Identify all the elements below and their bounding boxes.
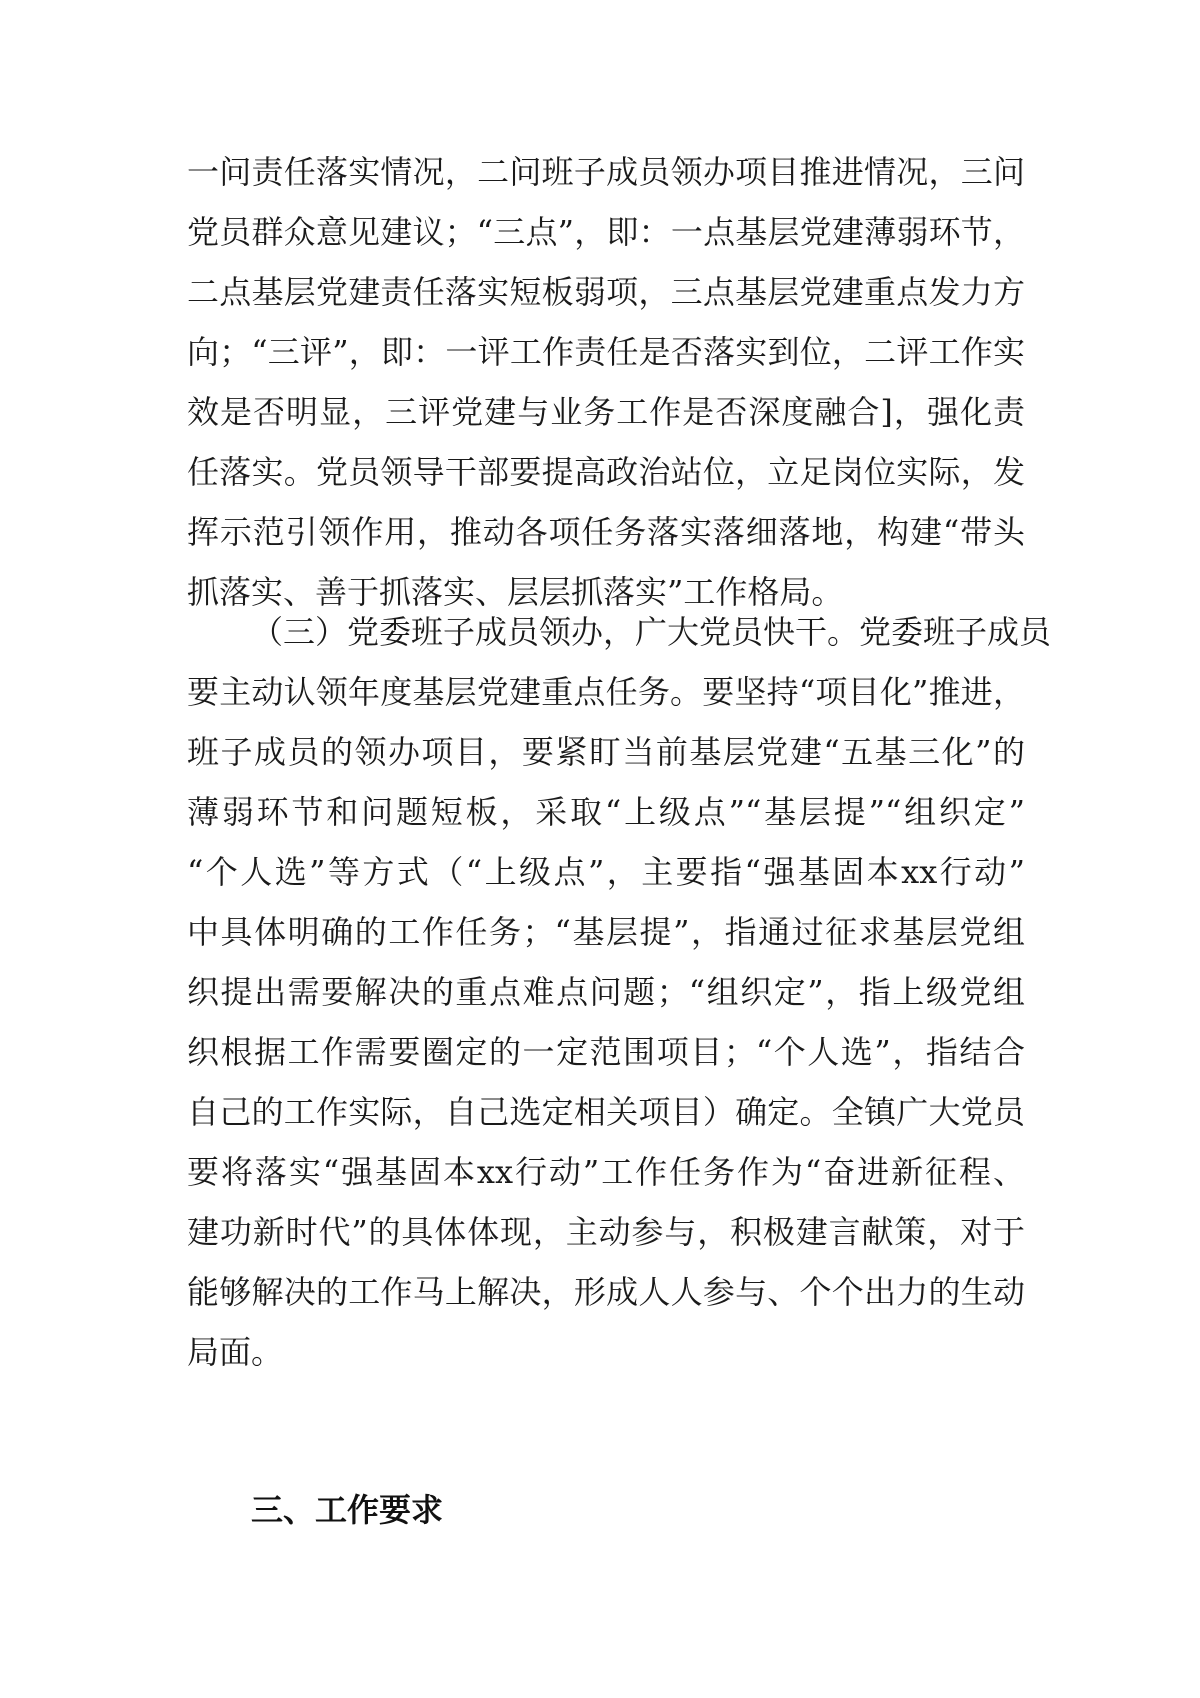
text-line: 要主动认领年度基层党建重点任务。要坚持“项目化”推进， <box>187 673 1025 711</box>
paragraph-section-three <box>187 602 1052 1382</box>
text-line: 二点基层党建责任落实短板弱项，三点基层党建重点发力方 <box>187 273 1025 311</box>
text-line: “个人选”等方式（“上级点”，主要指“强基固本xx行动” <box>187 853 1025 891</box>
text-line: 一问责任落实情况，二问班子成员领办项目推进情况，三问 <box>187 153 1025 191</box>
text-line: 挥示范引领作用，推动各项任务落实落细落地，构建“带头 <box>187 513 1025 551</box>
text-line: 局面。 <box>187 1333 284 1371</box>
text-line: 能够解决的工作马上解决，形成人人参与、个个出力的生动 <box>187 1273 1025 1311</box>
text-line: 党员群众意见建议；“三点”，即：一点基层党建薄弱环节， <box>187 213 1025 251</box>
text-line: 抓落实、善于抓落实、层层抓落实”工作格局。 <box>187 573 844 611</box>
text-line: 任落实。党员领导干部要提高政治站位，立足岗位实际，发 <box>187 453 1025 491</box>
text-line: 中具体明确的工作任务；“基层提”，指通过征求基层党组 <box>187 913 1025 951</box>
text-line: 织提出需要解决的重点难点问题；“组织定”，指上级党组 <box>187 973 1025 1011</box>
text-line: 建功新时代”的具体体现，主动参与，积极建言献策，对于 <box>187 1213 1025 1251</box>
text-line: 要将落实“强基固本xx行动”工作任务作为“奋进新征程、 <box>187 1153 1025 1191</box>
text-line: 薄弱环节和问题短板，采取“上级点”“基层提”“组织定” <box>187 793 1025 831</box>
text-line: 班子成员的领办项目，要紧盯当前基层党建“五基三化”的 <box>187 733 1025 771</box>
paragraph-responsibility <box>187 142 1025 622</box>
text-line: 效是否明显，三评党建与业务工作是否深度融合]，强化责 <box>187 393 1025 431</box>
section-heading: 三、工作要求 <box>251 1491 444 1529</box>
text-line: 自己的工作实际，自己选定相关项目）确定。全镇广大党员 <box>187 1093 1025 1131</box>
text-line: （三）党委班子成员领办，广大党员快干。党委班子成员 <box>251 613 1052 651</box>
text-line: 织根据工作需要圈定的一定范围项目；“个人选”，指结合 <box>187 1033 1025 1071</box>
text-line: 向；“三评”，即：一评工作责任是否落实到位，二评工作实 <box>187 333 1025 371</box>
